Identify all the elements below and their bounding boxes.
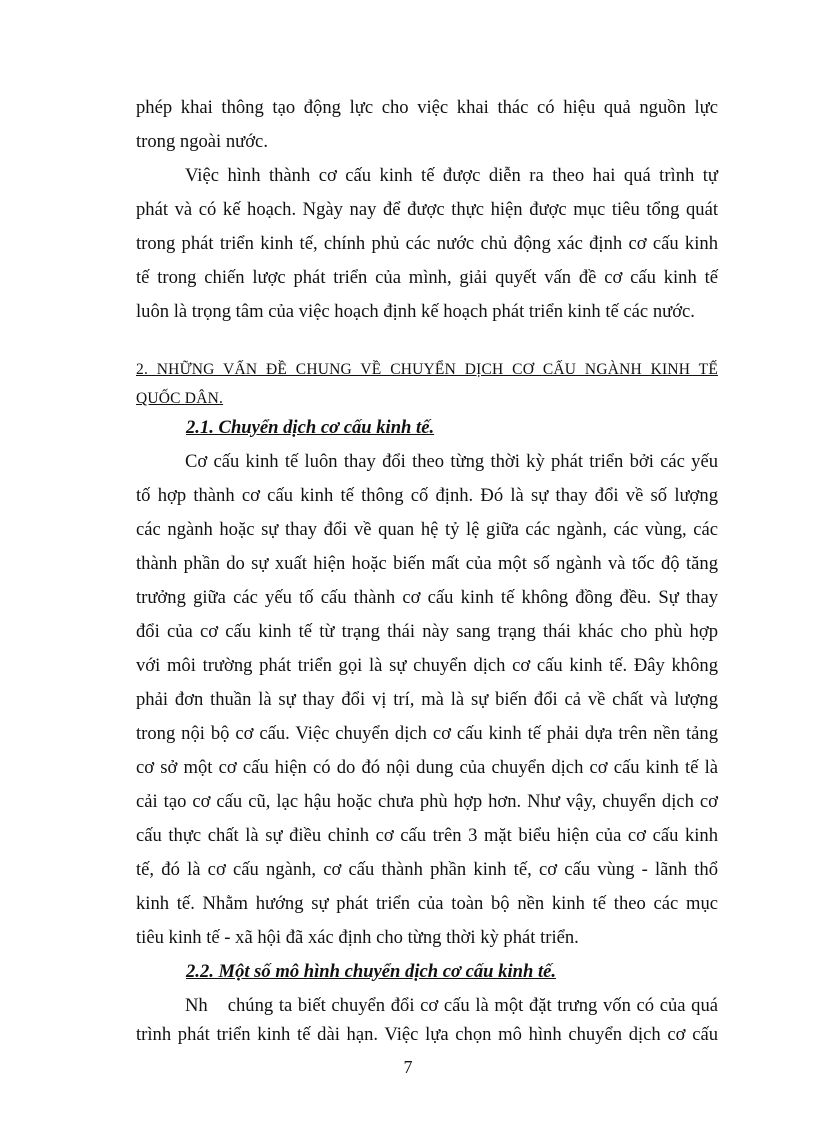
paragraph-line: đổi của cơ cấu kinh tế từ trạng thái này sang trạng thái khác cho phù hợp xyxy=(136,621,718,642)
paragraph-line: phải đơn thuần là sự thay đổi vị trí, mà là sự biến đổi cả về chất và lượng xyxy=(136,689,718,710)
paragraph-line: trưởng giữa các yếu tố cấu thành cơ cấu kinh tế không đồng đều. Sự thay xyxy=(136,587,718,608)
paragraph-line: phát và có kế hoạch. Ngày nay để được thực hiện được mục tiêu tổng quát xyxy=(136,199,718,220)
paragraph-line-rest: chúng ta biết chuyển đổi cơ cấu là một đặt trưng vốn có của quá xyxy=(227,995,718,1016)
paragraph-line: với môi trường phát triển gọi là sự chuyển dịch cơ cấu kinh tế. Đây không xyxy=(136,655,718,676)
truncated-word: Nh xyxy=(185,995,208,1016)
paragraph-line: cải tạo cơ cấu cũ, lạc hậu hoặc chưa phù hợp hơn. Như vậy, chuyển dịch cơ xyxy=(136,791,718,812)
paragraph-line: trong ngoài nước. xyxy=(136,131,268,152)
paragraph-line: cơ sở một cơ cấu hiện có do đó nội dung của chuyển dịch cơ cấu kinh tế là xyxy=(136,757,718,778)
paragraph-line: trong nội bộ cơ cấu. Việc chuyển dịch cơ cấu kinh tế phải dựa trên nền tảng xyxy=(136,723,718,744)
paragraph-line: luôn là trọng tâm của việc hoạch định kế hoạch phát triển kinh tế các nước. xyxy=(136,301,695,322)
paragraph-line: cấu thực chất là sự điều chỉnh cơ cấu trên 3 mặt biểu hiện của cơ cấu kinh xyxy=(136,825,718,846)
subsection-title: 2.1. Chuyển dịch cơ cấu kinh tế. xyxy=(186,417,435,438)
paragraph-line: tế trong chiến lược phát triển của mình, giải quyết vấn đề cơ cấu kinh tế xyxy=(136,267,718,288)
paragraph-line: trong phát triển kinh tế, chính phủ các nước chủ động xác định cơ cấu kinh xyxy=(136,233,718,254)
paragraph-line: Việc hình thành cơ cấu kinh tế được diễn ra theo hai quá trình tự xyxy=(185,165,718,186)
paragraph-line: Cơ cấu kinh tế luôn thay đổi theo từng thời kỳ phát triển bởi các yếu xyxy=(185,451,718,472)
section-heading: 2. NHỮNG VẤN ĐỀ CHUNG VỀ CHUYỂN DỊCH CƠ CẤU NGÀNH KINH TẾ xyxy=(136,361,718,378)
section-heading-continued: QUỐC DÂN. xyxy=(136,390,224,407)
paragraph-line: tiêu kinh tế - xã hội đã xác định cho từng thời kỳ phát triển. xyxy=(136,927,579,948)
paragraph-line: tố hợp thành cơ cấu kinh tế thông cố định. Đó là sự thay đổi về số lượng xyxy=(136,485,718,506)
paragraph-line xyxy=(185,994,718,1018)
subsection-title: 2.2. Một số mô hình chuyển dịch cơ cấu kinh tế. xyxy=(186,961,557,982)
paragraph-line: kinh tế. Nhằm hướng sự phát triển của toàn bộ nền kinh tế theo các mục xyxy=(136,893,718,914)
page-number: 7 xyxy=(403,1057,413,1077)
paragraph-line: phép khai thông tạo động lực cho việc khai thác có hiệu quả nguồn lực xyxy=(136,97,718,118)
paragraph-line: thành phần do sự xuất hiện hoặc biến mất của một số ngành và tốc độ tăng xyxy=(136,553,718,574)
paragraph-line: tế, đó là cơ cấu ngành, cơ cấu thành phần kinh tế, cơ cấu vùng - lãnh thổ xyxy=(136,859,718,880)
paragraph-line: các ngành hoặc sự thay đổi về quan hệ tỷ lệ giữa các ngành, các vùng, các xyxy=(136,519,718,540)
paragraph-line: trình phát triển kinh tế dài hạn. Việc lựa chọn mô hình chuyển dịch cơ cấu xyxy=(136,1024,718,1045)
